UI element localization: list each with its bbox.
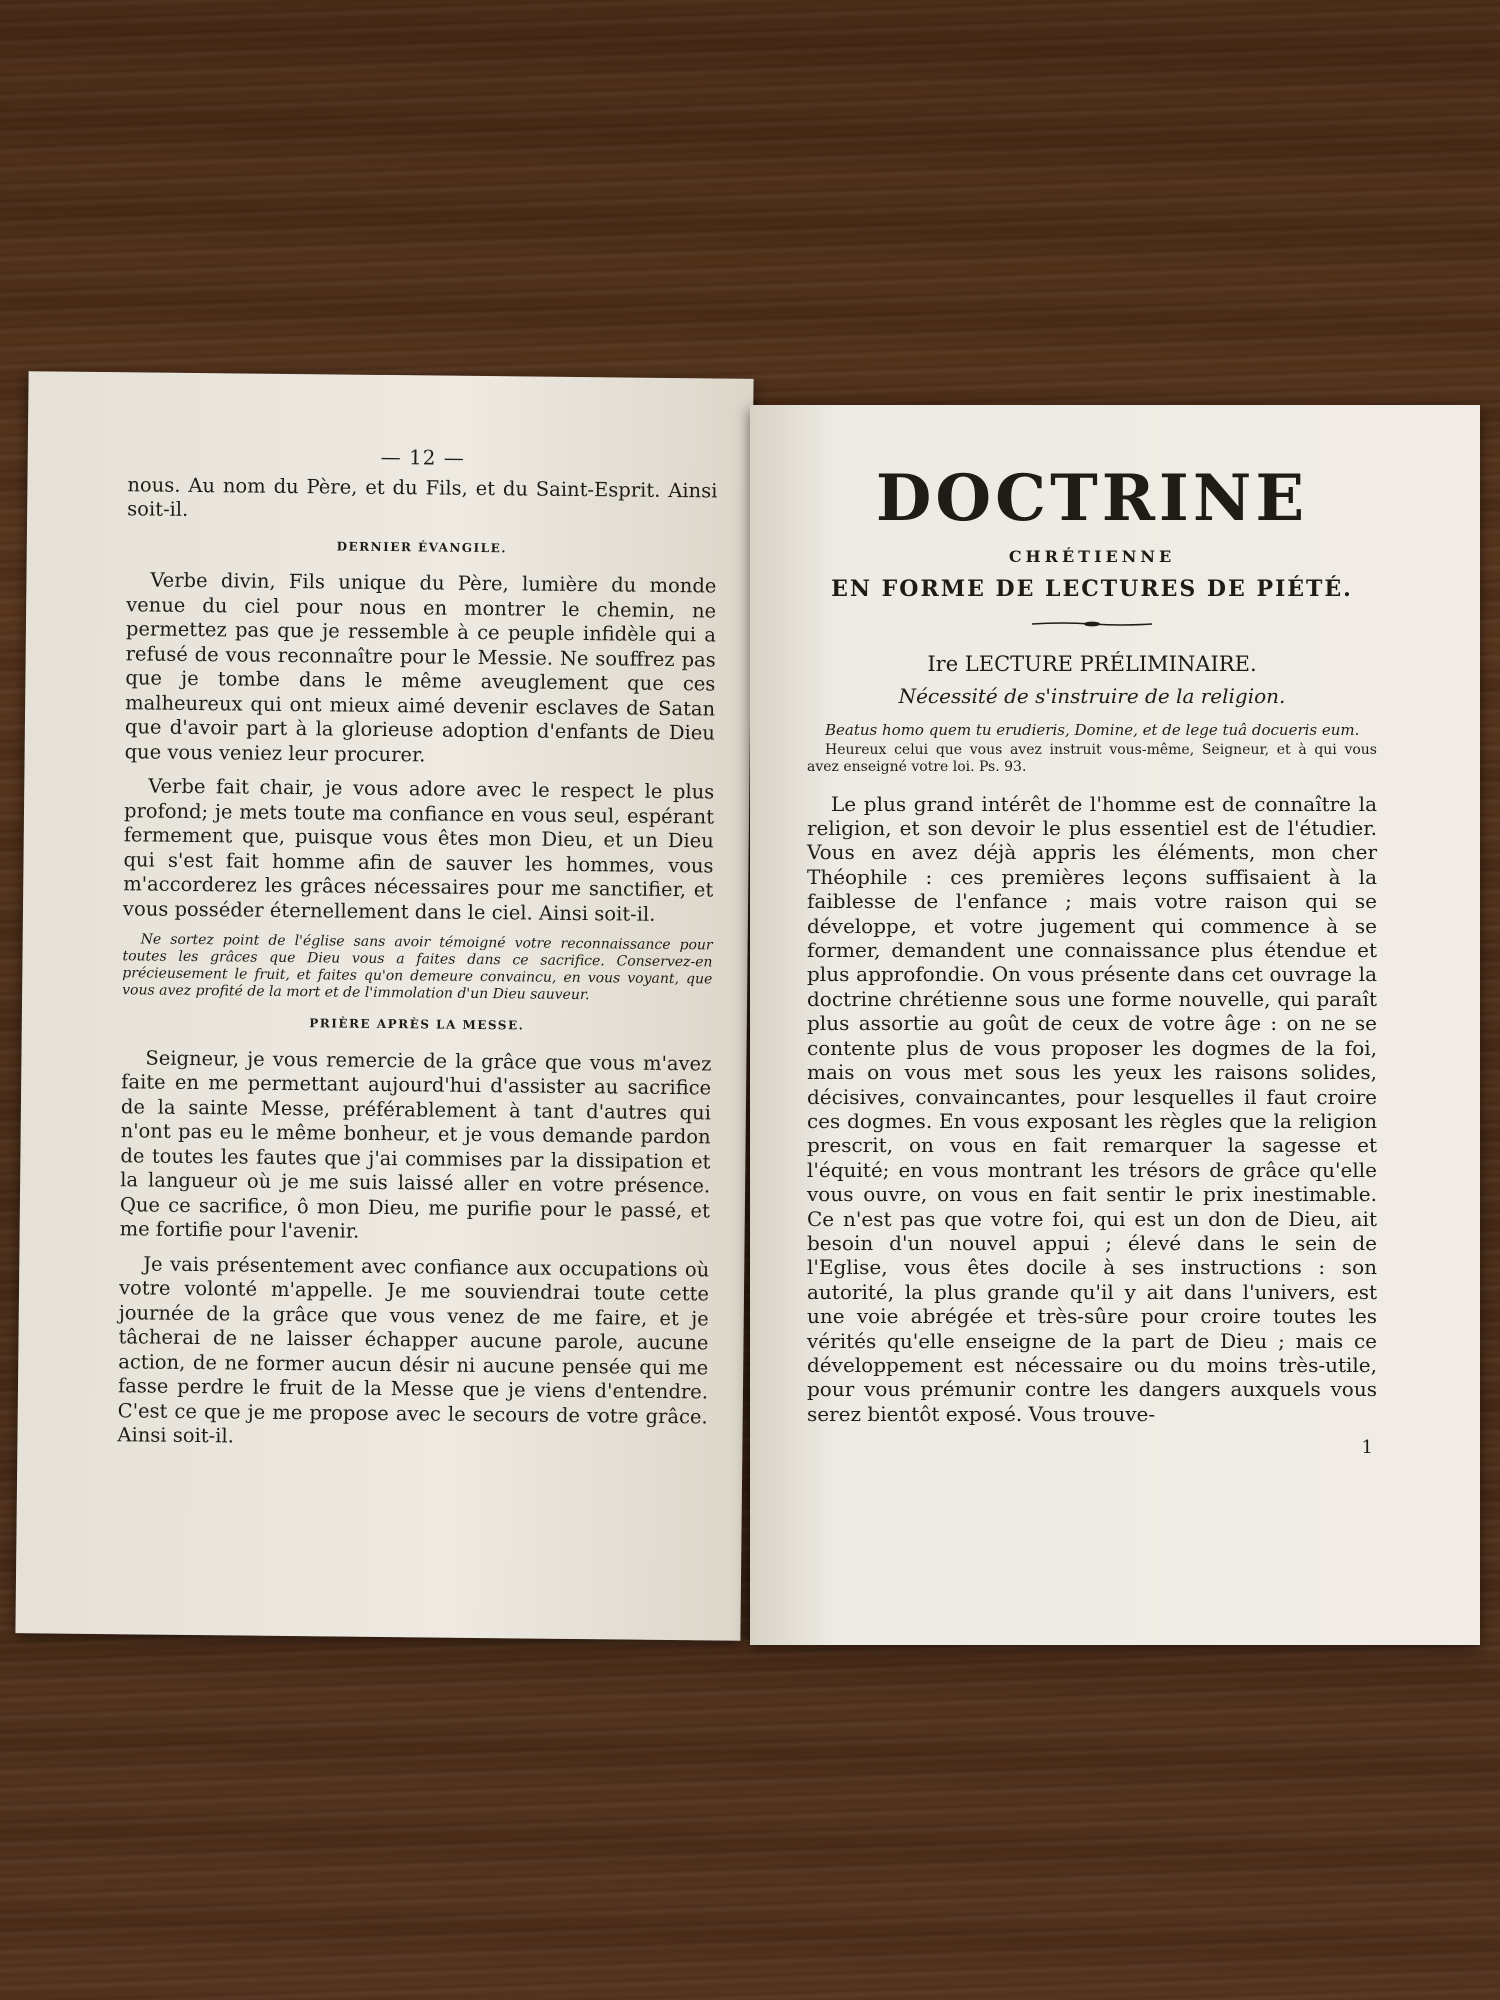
subtitle-chretienne: CHRÉTIENNE <box>1008 547 1176 566</box>
left-page <box>15 371 753 1641</box>
latin-quote: Beatus homo quem tu erudieris, Domine, et de lege tuâ docueris eum. <box>825 720 1360 739</box>
left-page-text <box>117 442 718 1464</box>
paragraph-je-vais: Je vais présentement avec confiance aux occupations où votre volonté m'appelle. Je me souviendrai toute cette journée de la grâce que vous venez de me faire, et je tâcherai de ne laisser échapper aucune parole, aucune action, de ne former aucun désir ni aucune pensée qui me fasse perdre le fruit de la Messe que je viens d'entendre. C'est ce que je me propose avec le secours de votre grâce. Ainsi soit-il. <box>117 1251 710 1448</box>
heading-prayer-after-mass: PRIÈRE APRÈS LA MESSE. <box>309 1016 525 1033</box>
signature-mark: 1 <box>1361 1437 1373 1459</box>
page-number: — 12 — <box>380 444 465 470</box>
paragraph-verbe-divin: Verbe divin, Fils unique du Père, lumière du monde venue du ciel pour nous en montrer le chemin, ne permettez pas que je ressemble à ce peuple infidèle qui a refusé de vous reconnaître pour le Messie. Ne souffrez pas que je tombe dans le même aveuglement que ces malheureux qui ont mieux aimé devenir esclaves de Satan que d'avoir part à la glorieuse adoption d'enfants de Dieu que vous veniez leur procurer. <box>124 568 717 766</box>
ornament-rule-icon <box>1032 620 1152 628</box>
heading-last-gospel: DERNIER ÉVANGILE. <box>336 538 508 555</box>
body-paragraph: Le plus grand intérêt de l'homme est de connaître la religion, et son devoir le plus essentiel est de l'étudier. Vous en avez déjà appris les éléments, mon cher Théophile : ces premières leçons suffisaient à la faiblesse de l'enfance ; mais votre raison qui se développe, et votre jugement qui commence à se former, demandent une connaissance plus étendue et plus approfondie. On vous présente dans cet ouvrage la doctrine chrétienne sous une forme nouvelle, qui paraît plus assortie au goût de ceux de votre âge : on ne se contente plus de vous proposer les dogmes de la foi, mais on vous met sous les yeux les raisons solides, décisives, convaincantes, pour lesquelles il faut croire ces dogmes. En vous exposant les règles que la religion prescrit, on vous en fait remarquer la sagesse et l'équité; en vous montrant les trésors de grâce qu'elle vous ouvre, on vous en fait sentir le prix inestimable. Ce n'est pas que votre foi, qui est un don de Dieu, ait besoin d'un nouvel appui ; élevé dans le sein de l'Eglise, vous êtes docile à ses instructions : son autorité, la plus grande qu'il y ait dans l'univers, est une voie abrégée et très-sûre pour croire toutes les vérités qu'elle enseigne de la part de Dieu ; mais ce développement est nécessaire ou du moins très-utile, pour vous prémunir contre les dangers auxquels vous serez bientôt exposé. Vous trouve- <box>807 791 1377 1426</box>
paragraph-verbe-fait-chair: Verbe fait chair, je vous adore avec le respect le plus profond; je mets toute ma confiance en vous seul, espérant fermement que, puisque vous êtes mon Dieu, et un Dieu qui s'est fait homme afin de sauver les hommes, vous m'accorderez les grâces nécessaires pour me sanctifier, et vous posséder éternellement dans le ciel. Ainsi soit-il. <box>122 774 715 926</box>
italic-note: Ne sortez point de l'église sans avoir témoigné votre reconnaissance pour toutes les grâces que Dieu vous a faites dans ce sacrifice. Conservez-en précieusement le fruit, et faites qu'on demeure convaincu, en vous voyant, que vous avez profité de la mort et de l'immolation d'un Dieu sauveur. <box>122 931 713 1004</box>
lecture-heading: Ire LECTURE PRÉLIMINAIRE. <box>927 651 1257 676</box>
right-page <box>750 405 1480 1645</box>
subtitle-lectures: EN FORME DE LECTURES DE PIÉTÉ. <box>831 576 1353 603</box>
page-title: DOCTRINE <box>875 461 1309 536</box>
paragraph-seigneur: Seigneur, je vous remercie de la grâce que vous m'avez faite en me permettant aujourd'hui d'assister au sacrifice de la sainte Messe, préférablement à tant d'autres qui n'ont pas eu le même bonheur, et je vous demande pardon de toutes les fautes que j'ai commises par la dissipation et la langueur où je me suis laissé aller en votre présence. Que ce sacrifice, ô mon Dieu, me purifie pour le passé, et me fortifie pour l'avenir. <box>119 1046 712 1243</box>
right-page-text <box>807 463 1377 1461</box>
lecture-subheading: Nécessité de s'instruire de la religion. <box>898 684 1286 709</box>
quote-translation: Heureux celui que vous avez instruit vous-même, Seigneur, et à qui vous avez enseigné votre loi. Ps. 93. <box>807 741 1377 775</box>
opening-line: nous. Au nom du Père, et du Fils, et du Saint-Esprit. Ainsi soit-il. <box>127 472 718 521</box>
